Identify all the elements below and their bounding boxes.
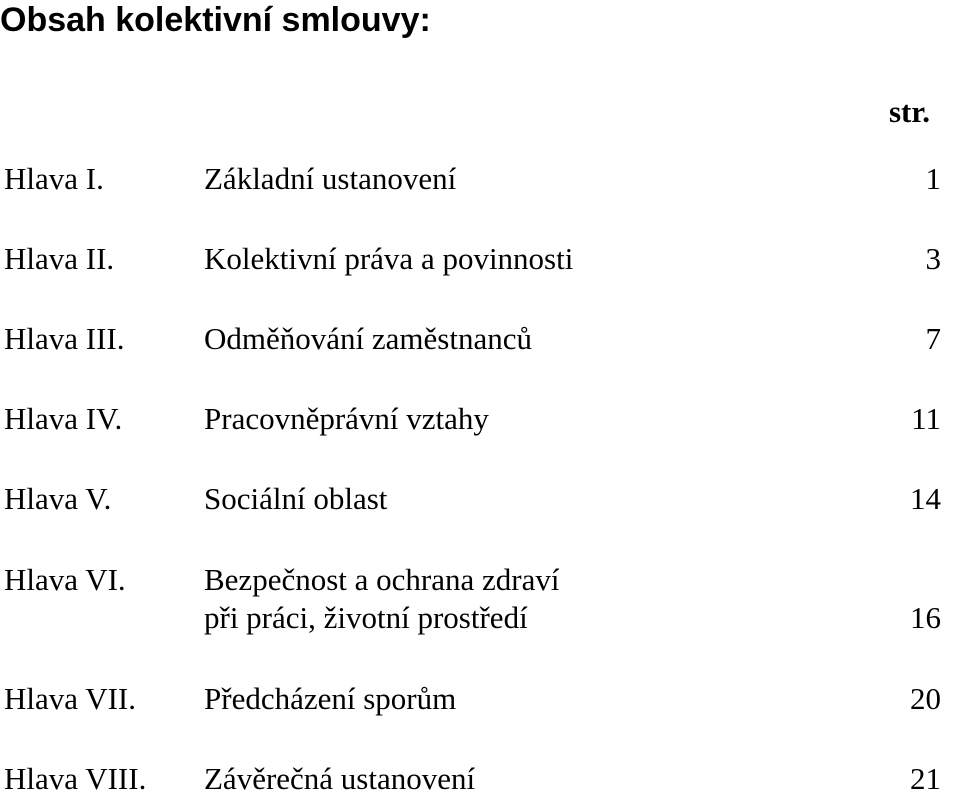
chapter-label: Hlava III.: [4, 321, 125, 356]
chapter-title: [204, 480, 387, 518]
chapter-label: Hlava II.: [4, 241, 115, 276]
chapter-title-line: při práci, životní prostředí: [204, 600, 528, 635]
page-number: 7: [925, 321, 941, 356]
chapter-label: Hlava IV.: [4, 401, 123, 436]
chapter-title-line: Pracovněprávní vztahy: [204, 401, 489, 436]
page-number: 3: [925, 241, 941, 276]
chapter-title-line: Základní ustanovení: [204, 161, 457, 196]
chapter-title: [204, 561, 559, 637]
chapter-title-line: Kolektivní práva a povinnosti: [204, 241, 574, 276]
chapter-label: Hlava VII.: [4, 681, 136, 716]
page-number: 20: [910, 681, 941, 716]
chapter-title: [204, 680, 456, 718]
chapter-title: [204, 160, 456, 198]
page-column-header: str.: [888, 94, 930, 129]
chapter-title: [204, 240, 573, 278]
page-number: 21: [910, 761, 941, 796]
chapter-label: Hlava I.: [4, 161, 104, 196]
chapter-title-line: Sociální oblast: [204, 481, 388, 516]
chapter-title-line: Bezpečnost a ochrana zdraví: [204, 562, 560, 597]
chapter-title-line: Předcházení sporům: [204, 681, 457, 716]
page-number: 16: [910, 600, 941, 635]
chapter-title: [204, 320, 532, 358]
chapter-title: [204, 760, 475, 798]
chapter-label: Hlava VI.: [4, 562, 126, 597]
document-title: Obsah kolektivní smlouvy:: [0, 1, 431, 39]
chapter-title-line: Závěrečná ustanovení: [204, 761, 476, 796]
page-number: 1: [925, 161, 941, 196]
page-number: 11: [911, 401, 941, 436]
chapter-title-line: Odměňování zaměstnanců: [204, 321, 532, 356]
page-number: 14: [910, 481, 941, 516]
chapter-title: [204, 400, 489, 438]
chapter-label: Hlava V.: [4, 481, 112, 516]
chapter-label: Hlava VIII.: [4, 761, 147, 796]
